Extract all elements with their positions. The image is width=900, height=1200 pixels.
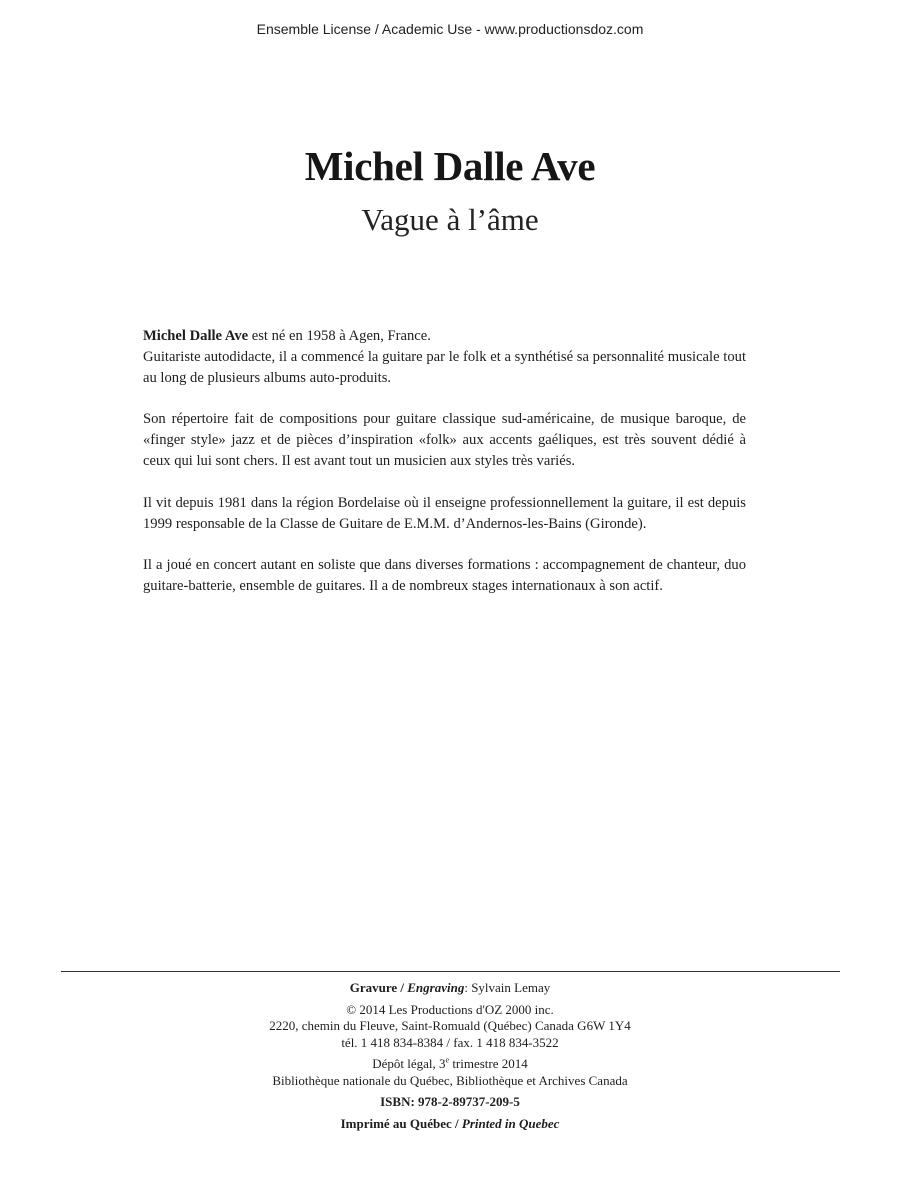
license-header: Ensemble License / Academic Use - www.productionsdoz.com: [256, 21, 644, 37]
piece-title: Vague à l’âme: [361, 202, 539, 237]
publisher-phone-fax: tél. 1 418 834-8384 / fax. 1 418 834-3522: [341, 1034, 559, 1050]
copyright-line: © 2014 Les Productions d'OZ 2000 inc.: [346, 1001, 554, 1017]
engraving-label-fr: Gravure /: [349, 980, 408, 995]
legal-deposit-suffix: trimestre 2014: [449, 1056, 528, 1071]
composer-name: Michel Dalle Ave: [304, 143, 596, 189]
biography: [143, 326, 746, 618]
colophon: [0, 980, 900, 1132]
engraving-credit: [0, 980, 900, 997]
bio-paragraph-3: Il vit depuis 1981 dans la région Bordelaise où il enseigne professionnellement la guitare, il est depuis 1999 responsable de la Classe de Guitare de E.M.M. d’Andernos-les-Bains (Gironde).: [143, 494, 746, 532]
isbn: ISBN: 978-2-89737-209-5: [380, 1094, 520, 1109]
publisher-address: 2220, chemin du Fleuve, Saint-Romuald (Québec) Canada G6W 1Y4: [269, 1018, 631, 1033]
footer-divider: [61, 971, 840, 972]
bio-composer-name: Michel Dalle Ave: [143, 328, 249, 344]
legal-deposit-prefix: Dépôt légal, 3: [372, 1056, 446, 1071]
engraver-name: : Sylvain Lemay: [464, 980, 551, 995]
bio-paragraph-1: [143, 326, 746, 388]
legal-deposit: [0, 1056, 900, 1073]
bio-birth-text: est né en 1958 à Agen, France.: [248, 328, 431, 344]
legal-deposit-sup: e: [445, 1055, 450, 1065]
engraving-label-en: Engraving: [407, 980, 465, 995]
bio-paragraph-4: Il a joué en concert autant en soliste que dans diverses formations : accompagnement de chanteur, duo guitare-batterie, ensemble de guitares. Il a de nombreux stages internationaux à son actif.: [143, 557, 746, 595]
printed-in: [0, 1116, 900, 1133]
library-line: Bibliothèque nationale du Québec, Bibliothèque et Archives Canada: [272, 1072, 628, 1088]
printed-fr: Imprimé au Québec /: [340, 1115, 462, 1131]
bio-guitarist-text: Guitariste autodidacte, il a commencé la guitare par le folk et a synthétisé sa personnalité musicale tout au long de plusieurs albums auto-produits.: [143, 348, 746, 386]
bio-paragraph-2: Son répertoire fait de compositions pour guitare classique sud-américaine, de musique baroque, de «finger style» jazz et de pièces d’inspiration «folk» aux accents gaéliques, est très souvent dédié à ceux qui lui sont chers. Il est avant tout un musicien aux styles très variés.: [143, 411, 746, 469]
printed-en: Printed in Quebec: [461, 1115, 560, 1131]
